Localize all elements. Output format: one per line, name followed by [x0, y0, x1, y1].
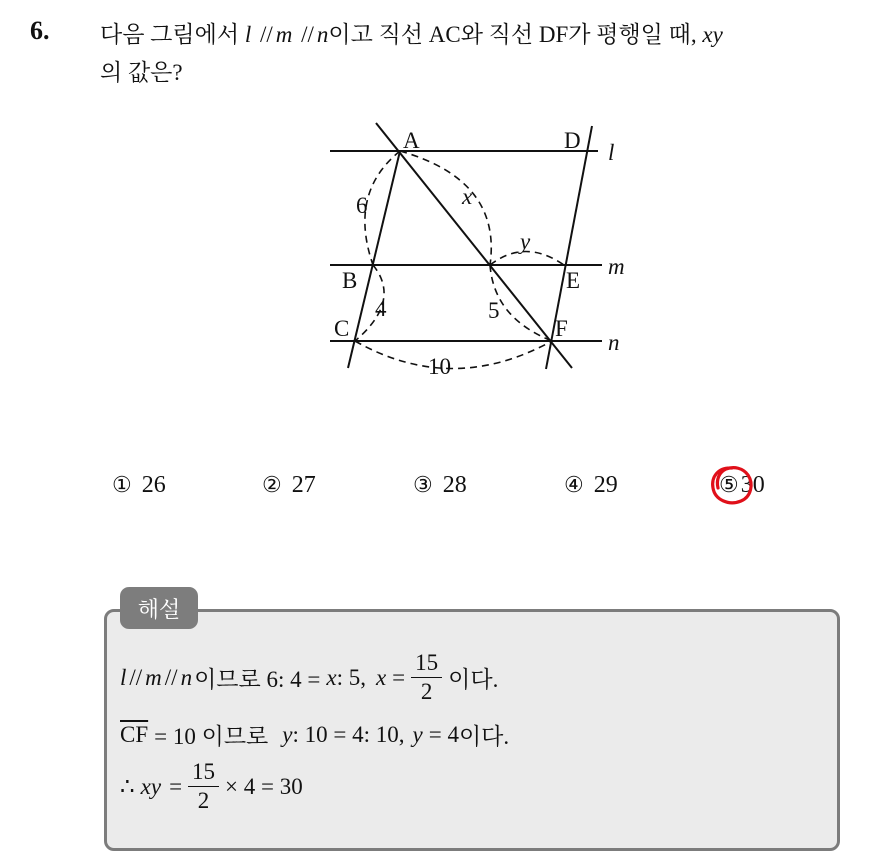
geometry-figure — [320, 118, 640, 380]
length-5-label: 5 — [488, 298, 500, 323]
solution-line-1 — [120, 651, 498, 704]
choice-4[interactable] — [564, 472, 618, 499]
parallel-symbol: // — [164, 664, 178, 690]
line-m-figure-label: m — [608, 254, 625, 279]
sentence-end: 이다. — [448, 667, 499, 693]
length-6-label: 6 — [356, 193, 368, 218]
point-c-label: C — [334, 316, 350, 341]
x-variable: x — [375, 664, 387, 690]
equals-sign: = — [169, 773, 183, 799]
choice-2[interactable] — [262, 472, 316, 499]
choice-number: ① — [112, 472, 132, 497]
length-10-label: 10 — [428, 354, 451, 379]
parallel-symbol: // — [259, 22, 273, 47]
point-e-label: E — [566, 268, 581, 293]
choice-number: ⑤ — [719, 472, 739, 497]
cf-length-text: = 10 이므로 — [154, 724, 269, 749]
choice-number: ② — [262, 472, 282, 497]
x-variable: x — [326, 664, 337, 690]
line-af — [376, 123, 572, 368]
line-m-label: m — [275, 22, 293, 47]
parallel-symbol: // — [301, 22, 314, 47]
question-line-2: 의 값은? — [100, 60, 183, 85]
fraction-denominator: 2 — [197, 788, 210, 814]
length-x-label: x — [462, 184, 473, 209]
point-a-label: A — [403, 128, 420, 153]
arc-ax — [400, 151, 491, 265]
question-condition: 이고 직선 AC와 직선 DF가 평행일 때, — [328, 22, 697, 47]
point-f-label: F — [555, 316, 568, 341]
parallel-symbol: // — [129, 664, 143, 690]
therefore-symbol: ∴ — [120, 773, 135, 799]
y-value: = 4 — [428, 721, 459, 747]
line-df — [546, 126, 592, 369]
choice-1[interactable] — [112, 472, 166, 499]
line-l-label: l — [244, 22, 252, 47]
solution-line-2 — [120, 718, 509, 751]
fraction-15-2 — [411, 651, 442, 704]
line-n-figure-label: n — [608, 330, 620, 355]
segment-cf: $\overline{CF}$ — [120, 721, 149, 747]
final-calculation: × 4 = 30 — [225, 773, 303, 799]
point-b-label: B — [342, 268, 358, 293]
fraction-numerator: 15 — [411, 651, 442, 678]
point-d-label: D — [564, 128, 581, 153]
proportion-text: 이므로 6: 4 = — [194, 667, 321, 693]
arc-cf — [355, 341, 552, 369]
xy-label: xy — [702, 22, 723, 47]
line-l-figure-label: l — [608, 140, 615, 165]
solution-tag: 해설 — [120, 587, 198, 629]
arc-ab — [365, 151, 400, 265]
question-number: 6. — [30, 16, 50, 45]
length-y-label: y — [520, 229, 531, 254]
line-l-label: l — [120, 664, 127, 690]
equals-sign: = — [392, 664, 406, 690]
question-line-1 — [100, 16, 870, 54]
line-n-label: n — [316, 22, 329, 47]
proportion-rest: : 5, — [336, 664, 366, 690]
proportion-text: : 10 = 4: 10, — [292, 721, 405, 747]
solution-line-3 — [120, 760, 303, 813]
question-intro: 다음 그림에서 — [100, 22, 240, 47]
choice-value: 27 — [291, 472, 316, 498]
fraction-15-2 — [188, 760, 219, 813]
choice-number: ④ — [564, 472, 584, 497]
y-variable: y — [412, 721, 423, 747]
choice-3[interactable] — [413, 472, 467, 499]
sentence-end: 이다. — [458, 724, 510, 749]
question-text — [100, 16, 870, 92]
choice-value: 29 — [593, 472, 618, 498]
choice-value: 28 — [442, 472, 467, 498]
line-m-label: m — [145, 664, 162, 690]
xy-label: xy — [140, 773, 162, 799]
fraction-denominator: 2 — [420, 679, 433, 705]
y-variable: y — [282, 721, 293, 747]
choice-value: 26 — [141, 472, 166, 498]
answer-circle-mark — [708, 463, 756, 509]
line-n-label: n — [180, 664, 193, 690]
length-4-label: 4 — [375, 296, 387, 321]
choice-value: 30 — [740, 472, 765, 498]
choice-number: ③ — [413, 472, 433, 497]
fraction-numerator: 15 — [188, 760, 219, 787]
